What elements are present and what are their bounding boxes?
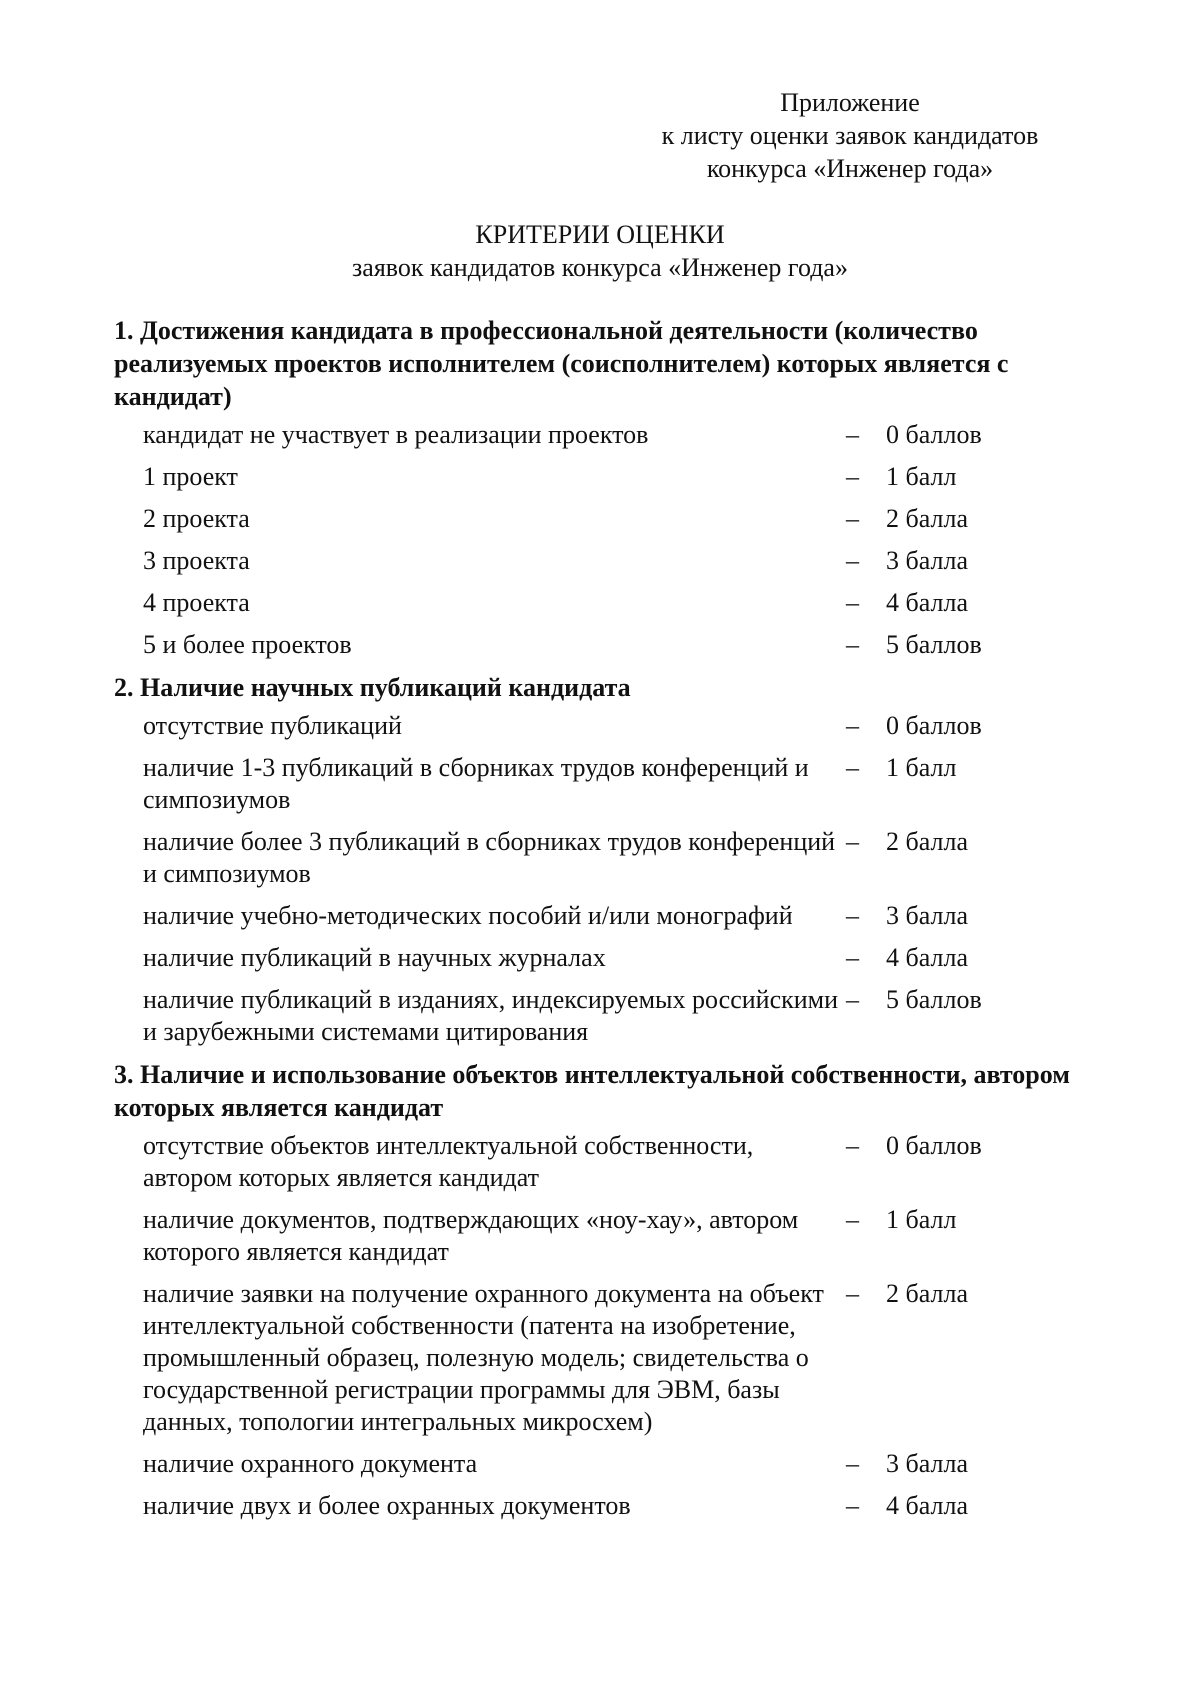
criterion-text: наличие более 3 публикаций в сборниках трудов конференций и симпозиумов xyxy=(143,827,836,888)
score: 0 баллов xyxy=(886,1131,982,1160)
dash: – xyxy=(846,420,859,449)
criterion-row xyxy=(114,419,1104,451)
document-title xyxy=(0,218,1200,284)
section-heading: 2. Наличие научных публикаций кандидата xyxy=(114,673,631,702)
score: 1 балл xyxy=(886,462,957,491)
criterion-text: наличие документов, подтверждающих «ноу-хау», автором которого является кандидат xyxy=(143,1205,799,1266)
score: 0 баллов xyxy=(886,420,982,449)
appendix-line-3: конкурса «Инженер года» xyxy=(706,154,994,183)
criterion-text: 1 проект xyxy=(143,462,238,491)
dash: – xyxy=(846,504,859,533)
criterion-text: наличие публикаций в изданиях, индексируемых российскими и зарубежными системами цитирования xyxy=(143,985,839,1046)
section-heading: 1. Достижения кандидата в профессиональной деятельности (количество реализуемых проектов исполнителем (соисполнителем) которых является с кандидат) xyxy=(114,316,1009,411)
dash: – xyxy=(846,1449,859,1478)
dash: – xyxy=(846,1279,859,1308)
appendix-line-1: Приложение xyxy=(780,88,920,117)
dash: – xyxy=(846,985,859,1014)
dash: – xyxy=(846,901,859,930)
criterion-row xyxy=(114,629,1104,661)
score: 0 баллов xyxy=(886,711,982,740)
score: 2 балла xyxy=(886,827,968,856)
score: 4 балла xyxy=(886,943,968,972)
dash: – xyxy=(846,753,859,782)
criterion-row xyxy=(114,503,1104,535)
criterion-text: 5 и более проектов xyxy=(143,630,352,659)
section-heading: 3. Наличие и использование объектов интеллектуальной собственности, автором которых является кандидат xyxy=(114,1060,1070,1122)
dash: – xyxy=(846,827,859,856)
appendix-note xyxy=(600,86,1100,185)
criterion-text: наличие заявки на получение охранного документа на объект интеллектуальной собственности (патента на изобретение, промышленный образец, полезную модель; свидетельства о государственной регистрации программы для ЭВМ, базы данных, топологии интегральных микросхем) xyxy=(143,1279,824,1436)
dash: – xyxy=(846,711,859,740)
criterion-row xyxy=(114,1448,1104,1480)
criterion-text: 4 проекта xyxy=(143,588,250,617)
dash: – xyxy=(846,1205,859,1234)
criterion-row xyxy=(114,1278,1104,1438)
criterion-row xyxy=(114,1490,1104,1522)
criterion-text: 2 проекта xyxy=(143,504,250,533)
score: 1 балл xyxy=(886,753,957,782)
criterion-row xyxy=(114,710,1104,742)
criterion-row xyxy=(114,545,1104,577)
score: 4 балла xyxy=(886,588,968,617)
criterion-text: кандидат не участвует в реализации проектов xyxy=(143,420,649,449)
criterion-row xyxy=(114,826,1104,890)
score: 3 балла xyxy=(886,546,968,575)
dash: – xyxy=(846,1491,859,1520)
section-1 xyxy=(114,314,1104,661)
criterion-text: отсутствие объектов интеллектуальной собственности, автором которых является кандидат xyxy=(143,1131,754,1192)
score: 2 балла xyxy=(886,504,968,533)
score: 2 балла xyxy=(886,1279,968,1308)
section-2 xyxy=(114,671,1104,1048)
criterion-row xyxy=(114,942,1104,974)
dash: – xyxy=(846,1131,859,1160)
score: 5 баллов xyxy=(886,630,982,659)
criterion-row xyxy=(114,461,1104,493)
dash: – xyxy=(846,943,859,972)
dash: – xyxy=(846,630,859,659)
dash: – xyxy=(846,588,859,617)
score: 3 балла xyxy=(886,1449,968,1478)
criterion-text: наличие двух и более охранных документов xyxy=(143,1491,631,1520)
criterion-text: 3 проекта xyxy=(143,546,250,575)
dash: – xyxy=(846,462,859,491)
criterion-text: отсутствие публикаций xyxy=(143,711,402,740)
criterion-text: наличие 1-3 публикаций в сборниках трудов конференций и симпозиумов xyxy=(143,753,809,814)
criterion-row xyxy=(114,587,1104,619)
criterion-row xyxy=(114,1204,1104,1268)
title-subtitle: заявок кандидатов конкурса «Инженер года» xyxy=(352,253,848,282)
criterion-row xyxy=(114,1130,1104,1194)
score: 1 балл xyxy=(886,1205,957,1234)
criterion-text: наличие охранного документа xyxy=(143,1449,478,1478)
title-main: КРИТЕРИИ ОЦЕНКИ xyxy=(475,220,725,249)
section-3 xyxy=(114,1058,1104,1522)
score: 3 балла xyxy=(886,901,968,930)
score: 5 баллов xyxy=(886,985,982,1014)
criterion-text: наличие учебно-методических пособий и/или монографий xyxy=(143,901,793,930)
appendix-line-2: к листу оценки заявок кандидатов xyxy=(661,121,1039,150)
criterion-row xyxy=(114,984,1104,1048)
criteria-list xyxy=(114,314,1104,1532)
score: 4 балла xyxy=(886,1491,968,1520)
criterion-row xyxy=(114,752,1104,816)
criterion-row xyxy=(114,900,1104,932)
criterion-text: наличие публикаций в научных журналах xyxy=(143,943,606,972)
dash: – xyxy=(846,546,859,575)
